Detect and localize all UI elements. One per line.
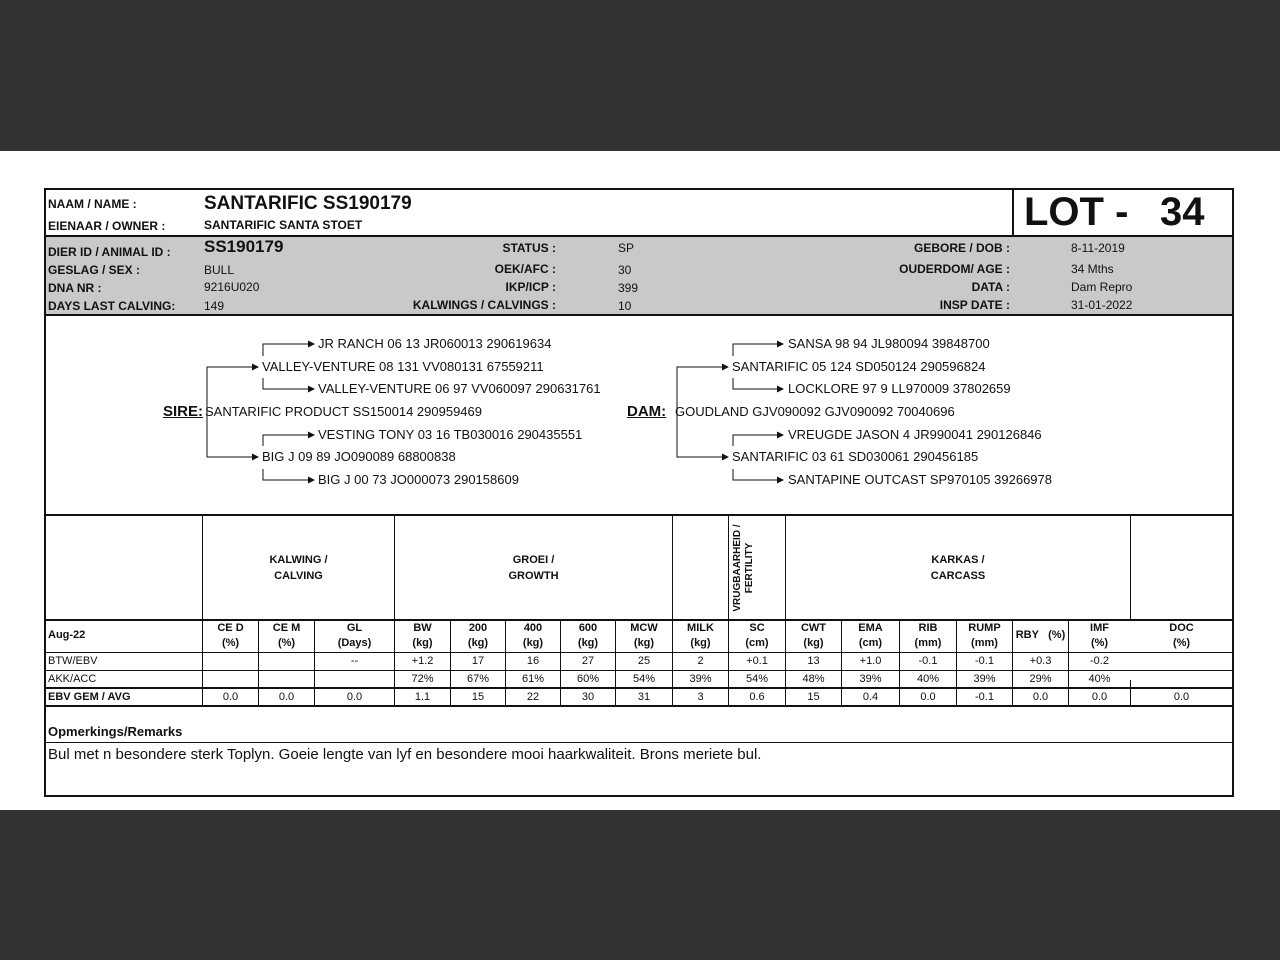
group-growth-line1: GROEI / — [512, 554, 555, 566]
col-header-ced — [203, 621, 258, 651]
col-name: IMF — [1090, 622, 1109, 634]
col-unit: (kg) — [412, 637, 433, 649]
sire-dam-dam: BIG J 00 73 JO000073 290158609 — [318, 472, 519, 487]
col-name: RBY — [1015, 629, 1039, 641]
remarks-divider — [46, 742, 1232, 743]
col-header-milk — [673, 621, 728, 651]
data-label: DATA : — [971, 280, 1010, 294]
age-value: 34 Mths — [1071, 262, 1114, 276]
col-name: CWT — [800, 622, 827, 634]
dam-sire: SANTARIFIC 05 124 SD050124 290596824 — [732, 359, 986, 374]
status-label: STATUS : — [502, 241, 556, 255]
col-unit: (cm) — [858, 637, 883, 649]
lot-number: 34 — [1160, 190, 1205, 234]
remarks-text: Bul met n besondere sterk Toplyn. Goeie lengte van lyf en besondere mooi haarkwaliteit. Brons meriete bul. — [48, 746, 762, 763]
sire-sire-sire: JR RANCH 06 13 JR060013 290619634 — [318, 336, 552, 351]
group-carcass — [786, 552, 1130, 584]
ebv-cell: 17 — [471, 655, 485, 667]
group-fertility-line2: FERTILITY — [744, 542, 755, 594]
col-unit: (kg) — [633, 637, 655, 649]
icp-label: IKP/ICP : — [505, 280, 556, 294]
col-header-sc — [729, 621, 785, 651]
sex-value: BULL — [204, 263, 235, 277]
calvings-label: KALWINGS / CALVINGS : — [412, 298, 556, 312]
ebv-cell: 25 — [637, 655, 651, 667]
group-calving — [203, 552, 394, 584]
col-unit: (kg) — [577, 637, 599, 649]
col-header-600 — [561, 621, 615, 651]
dam-dam-sire: VREUGDE JASON 4 JR990041 290126846 — [788, 427, 1042, 442]
sire-sire: VALLEY-VENTURE 08 131 VV080131 67559211 — [262, 359, 544, 374]
dam-label: DAM: — [627, 403, 667, 420]
col-name: 600 — [578, 622, 598, 634]
col-name: 200 — [468, 622, 488, 634]
dam-dam-dam: SANTAPINE OUTCAST SP970105 39266978 — [788, 472, 1052, 487]
sire-name: SANTARIFIC PRODUCT SS150014 290959469 — [205, 404, 482, 419]
group-calving-line2: CALVING — [274, 570, 323, 582]
col-header-doc — [1131, 621, 1232, 651]
col-header-bw — [395, 621, 450, 651]
col-header-rib — [900, 621, 956, 651]
group-growth-line2: GROWTH — [508, 570, 559, 582]
pedigree-lines — [46, 190, 1232, 520]
age-label: OUDERDOM/ AGE : — [899, 262, 1010, 276]
col-unit: (mm) — [971, 637, 998, 649]
ebv-cell: +1.0 — [859, 655, 882, 667]
ebv-cell: 29% — [1029, 673, 1052, 685]
ebv-cell: 60% — [576, 673, 600, 685]
animal-id-value: SS190179 — [204, 237, 284, 256]
owner-name: SANTARIFIC SANTA STOET — [204, 218, 363, 232]
ebv-cell: 0.6 — [749, 691, 765, 703]
animal-id-label: DIER ID / ANIMAL ID : — [48, 245, 171, 259]
col-header-cwt — [786, 621, 841, 651]
col-name: MCW — [630, 622, 658, 634]
col-unit: (%) — [1172, 637, 1191, 649]
afc-label: OEK/AFC : — [494, 262, 556, 276]
col-unit: (%) — [277, 637, 296, 649]
col-name: EMA — [858, 622, 883, 634]
col-name: RUMP — [968, 622, 1001, 634]
ebv-cell: 27 — [581, 655, 595, 667]
col-name: CE D — [217, 622, 244, 634]
remarks-label: Opmerkings/Remarks — [48, 724, 183, 739]
ebv-cell: 54% — [632, 673, 656, 685]
dam-dam: SANTARIFIC 03 61 SD030061 290456185 — [732, 449, 979, 464]
col-unit: (%) — [221, 637, 240, 649]
ebv-cell: 2 — [697, 655, 704, 667]
col-unit: (mm) — [914, 637, 942, 649]
icp-value: 399 — [618, 281, 639, 295]
col-header-200 — [451, 621, 505, 651]
col-unit: (kg) — [690, 637, 711, 649]
sire-sire-dam: VALLEY-VENTURE 06 97 VV060097 290631761 — [318, 381, 601, 396]
dob-value: 8-11-2019 — [1071, 241, 1125, 255]
name-label: NAAM / NAME : — [48, 197, 137, 211]
ebv-cell: 54% — [745, 673, 769, 685]
col-header-imf — [1069, 621, 1130, 651]
col-header-ema — [842, 621, 899, 651]
afc-value: 30 — [618, 263, 632, 277]
ebv-cell: +0.1 — [746, 655, 768, 667]
insp-label: INSP DATE : — [939, 298, 1010, 312]
ebv-cell: 39% — [859, 673, 882, 685]
days-label: DAYS LAST CALVING: — [48, 299, 176, 313]
table-vline — [1130, 516, 1131, 620]
ebv-cell: 67% — [466, 673, 490, 685]
group-carcass-line1: KARKAS / — [931, 554, 985, 566]
col-name: DOC — [1169, 622, 1194, 634]
ebv-cell: 0.0 — [920, 691, 936, 703]
ebv-cell: 22 — [526, 691, 540, 703]
col-name: RIB — [918, 622, 938, 634]
ebv-cell: 40% — [1088, 673, 1111, 685]
group-fertility-line1: VRUGBAARHEID / — [732, 524, 743, 612]
lot-label: LOT - — [1024, 190, 1129, 234]
row-label-ebv: BTW/EBV — [48, 655, 98, 667]
ebv-cell: 0.0 — [1173, 691, 1190, 703]
lot-card — [44, 188, 1234, 797]
status-value: SP — [618, 241, 635, 255]
ebv-date: Aug-22 — [48, 629, 86, 641]
sire-dam-sire: VESTING TONY 03 16 TB030016 290435551 — [318, 427, 583, 442]
days-value: 149 — [204, 299, 225, 313]
ebv-cell: 61% — [521, 673, 545, 685]
ebv-cell: 0.4 — [862, 691, 879, 703]
ebv-cell: -- — [350, 655, 359, 667]
dam-sire-dam: LOCKLORE 97 9 LL970009 37802659 — [788, 381, 1011, 396]
owner-label: EIENAAR / OWNER : — [48, 219, 166, 233]
col-unit: (%) — [1048, 629, 1066, 641]
insp-value: 31-01-2022 — [1071, 298, 1133, 312]
calvings-value: 10 — [618, 299, 632, 313]
dob-label: GEBORE / DOB : — [913, 241, 1010, 255]
ebv-cell: 16 — [526, 655, 540, 667]
row-label-avg: EBV GEM / AVG — [48, 691, 131, 703]
ebv-cell: 48% — [802, 673, 825, 685]
ebv-cell: -0.1 — [975, 691, 994, 703]
group-growth — [395, 552, 672, 584]
col-name: BW — [413, 622, 432, 634]
dna-value: 9216U020 — [204, 280, 260, 294]
ebv-cell: 0.0 — [1032, 691, 1049, 703]
col-name: SC — [749, 622, 765, 634]
ebv-cell: +1.2 — [411, 655, 434, 667]
ebv-cell: 39% — [973, 673, 996, 685]
ebv-cell: 39% — [689, 673, 712, 685]
col-unit: (kg) — [522, 637, 544, 649]
sire-dam: BIG J 09 89 JO090089 68800838 — [262, 449, 456, 464]
ebv-cell: 1.1 — [414, 691, 431, 703]
row-label-acc: AKK/ACC — [48, 673, 97, 685]
ebv-cell: 0.0 — [1091, 691, 1108, 703]
col-header-rump — [957, 621, 1012, 651]
ebv-cell: 72% — [411, 673, 434, 685]
col-header-mcw — [616, 621, 672, 651]
ebv-cell: 31 — [637, 691, 651, 703]
group-calving-line1: KALWING / — [269, 554, 328, 566]
dam-name: GOUDLAND GJV090092 GJV090092 70040696 — [675, 404, 955, 419]
ebv-cell: +0.3 — [1029, 655, 1052, 667]
col-name: 400 — [523, 622, 543, 634]
col-header-400 — [506, 621, 560, 651]
col-header-rby — [1013, 628, 1068, 643]
group-carcass-line2: CARCASS — [930, 570, 986, 582]
col-unit: (kg) — [467, 637, 489, 649]
col-name: CE M — [272, 622, 301, 634]
col-unit: (%) — [1090, 637, 1109, 649]
col-unit: (cm) — [745, 637, 769, 649]
col-header-cem — [259, 621, 314, 651]
col-unit: (kg) — [803, 637, 824, 649]
sire-label: SIRE: — [163, 403, 204, 420]
col-header-gl — [315, 621, 394, 651]
ebv-cell: 3 — [697, 691, 704, 703]
ebv-cell: 40% — [916, 673, 940, 685]
group-fertility — [732, 520, 756, 616]
pedigree-divider — [46, 514, 1232, 516]
ebv-cell: 30 — [581, 691, 595, 703]
ebv-cell: 13 — [807, 655, 820, 667]
ebv-cell: 0.0 — [278, 691, 295, 703]
sex-label: GESLAG / SEX : — [48, 263, 141, 277]
animal-name: SANTARIFIC SS190179 — [204, 193, 412, 214]
ebv-cell: -0.1 — [975, 655, 994, 667]
dam-sire-sire: SANSA 98 94 JL980094 39848700 — [788, 336, 990, 351]
ebv-cell: 0.0 — [346, 691, 363, 703]
table-vline — [202, 516, 203, 706]
dna-label: DNA NR : — [48, 281, 102, 295]
ebv-cell: 0.0 — [222, 691, 239, 703]
data-value: Dam Repro — [1071, 280, 1133, 294]
col-name: MILK — [687, 622, 714, 634]
ebv-cell: -0.2 — [1090, 655, 1109, 667]
ebv-cell: 15 — [471, 691, 485, 703]
col-unit: (Days) — [337, 637, 372, 649]
ebv-cell: 15 — [807, 691, 820, 703]
col-name: GL — [346, 622, 363, 634]
ebv-cell: -0.1 — [918, 655, 938, 667]
